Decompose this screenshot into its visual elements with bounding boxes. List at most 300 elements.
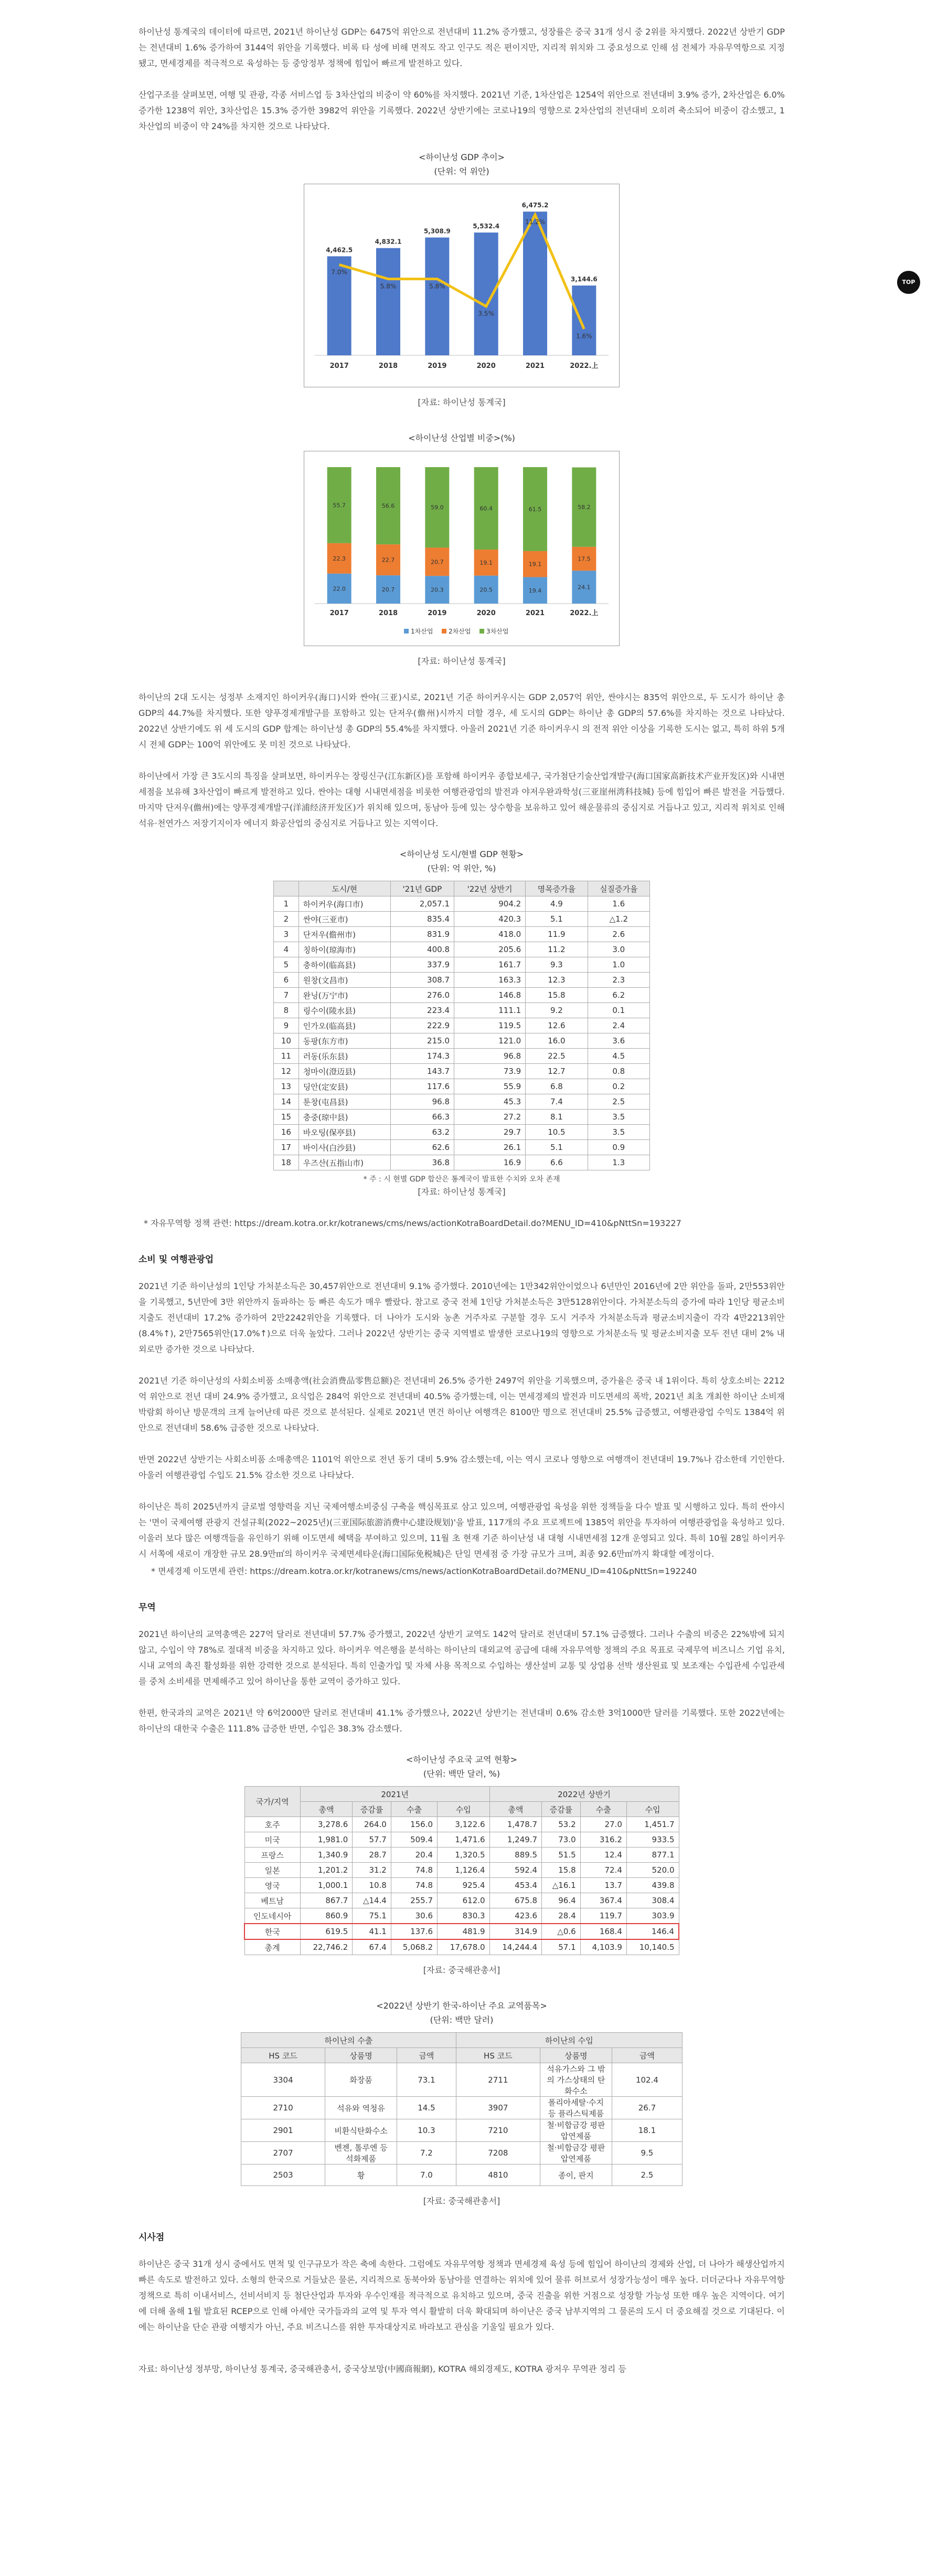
table-cell: 509.4 xyxy=(391,1832,437,1847)
korea-trade-figure xyxy=(138,1999,785,2207)
table-cell: 14 xyxy=(274,1094,299,1110)
table-cell: 10.5 xyxy=(526,1125,588,1140)
table-cell: 933.5 xyxy=(626,1832,679,1847)
table-cell: 2707 xyxy=(241,2142,325,2165)
paragraph: 반면 2022년 상반기는 사회소비품 소매총액은 1101억 위안으로 전년 동기 대비 5.9% 감소했는데, 이는 역시 코로나 영향으로 여행객이 전년대비 19.7%나 감소한데 기인한다. 아울러 여행관광업 수입도 21.5% 감소한 것으로 나타났다. xyxy=(138,1454,785,1480)
table-cell: 2.5 xyxy=(588,1094,649,1110)
table-cell: 10.8 xyxy=(353,1878,391,1893)
table-cell: 석유와 역청유 xyxy=(325,2097,397,2119)
table-cell: 14,244.4 xyxy=(489,1939,542,1955)
table-cell: 303.9 xyxy=(626,1908,679,1924)
table-cell: 27.2 xyxy=(454,1110,526,1125)
city-gdp-figure xyxy=(138,847,785,1197)
table-row xyxy=(274,988,650,1003)
table-cell: 276.0 xyxy=(390,988,454,1003)
table-cell: 163.3 xyxy=(454,973,526,988)
table-row xyxy=(244,1878,679,1893)
table-cell: 철·비합금강 평판압연제품 xyxy=(540,2119,612,2142)
table-cell: 12.4 xyxy=(580,1847,626,1863)
table-cell: 1,249.7 xyxy=(489,1832,542,1847)
paragraph: 하이난성 통계국의 데이터에 따르면, 2021년 하이난성 GDP는 6475억 위안으로 전년대비 11.2% 증가했고, 성장률은 중국 31개 성시 중 2위를 차지했다. 2022년 상반기 GDP는 전년대비 1.6% 증가하여 3144억 위안을 기록했다. 비록 타 성에 비해 면적도 작고 인구도 적은 편이지만, 지리적 위치와 그 중요성으로 인해 섬 전체가 자유무역항으로 지정됐고, 면세경제를 적극적으로 육성하는 등 중앙정부 정책에 힘입어 빠르게 발전하고 있다. xyxy=(138,27,785,68)
scroll-top-button[interactable]: TOP xyxy=(897,271,920,294)
table-cell: 철·비합금강 평판압연제품 xyxy=(540,2142,612,2165)
city-gdp-table xyxy=(273,881,650,1170)
segment-value-label: 22.3 xyxy=(333,555,346,562)
table-cell: 308.4 xyxy=(626,1893,679,1908)
table-row xyxy=(241,2063,683,2097)
segment-value-label: 24.1 xyxy=(578,584,591,591)
table-row xyxy=(274,896,650,912)
table-cell: 12 xyxy=(274,1064,299,1079)
table-cell: 29.7 xyxy=(454,1125,526,1140)
segment-value-label: 58.2 xyxy=(578,504,591,511)
table-cell: 4 xyxy=(274,942,299,957)
trade-table xyxy=(244,1786,679,1955)
industry-chart-title: <하이난성 산업별 비중>(%) xyxy=(408,433,515,443)
table-cell: 청마이(澄迈县) xyxy=(299,1064,390,1079)
growth-label: 5.8% xyxy=(380,282,397,290)
table-cell: 22.5 xyxy=(526,1049,588,1064)
table-row xyxy=(244,1817,679,1832)
table-cell: 16.0 xyxy=(526,1033,588,1049)
table-cell: 675.8 xyxy=(489,1893,542,1908)
gdp-chart xyxy=(304,184,620,387)
table-cell: 62.6 xyxy=(390,1140,454,1155)
city-table-header: '22년 상반기 xyxy=(454,881,526,896)
table-row xyxy=(241,2119,683,2142)
table-cell: 73.0 xyxy=(542,1832,581,1847)
table-cell: 3,278.6 xyxy=(300,1817,353,1832)
article-body xyxy=(138,21,785,2393)
segment-value-label: 56.6 xyxy=(381,502,395,510)
table-cell: 143.7 xyxy=(390,1064,454,1079)
table-cell: 10,140.5 xyxy=(626,1939,679,1955)
table-cell: 3907 xyxy=(456,2097,540,2119)
table-cell: 28.7 xyxy=(353,1847,391,1863)
table-cell: 16 xyxy=(274,1125,299,1140)
table-cell: 7.0 xyxy=(397,2165,456,2186)
table-cell: 1,000.1 xyxy=(300,1878,353,1893)
city-table-header: '21년 GDP xyxy=(390,881,454,896)
table-cell: 592.4 xyxy=(489,1863,542,1878)
section-heading-trade: 무역 xyxy=(138,1602,156,1613)
korea-table-header: 금액 xyxy=(612,2048,682,2063)
x-tick-label: 2020 xyxy=(476,609,496,617)
korea-table-header: 상품명 xyxy=(325,2048,397,2063)
dutyfree-link[interactable]: * 면세경제 이도면세 관련: https://dream.kotra.or.kr/kotranews/cms/news/actionKotraBoardDetail.do?MENU_ID=410&pNttSn=192240 xyxy=(151,1566,697,1576)
table-cell: △16.1 xyxy=(542,1878,581,1893)
table-cell: 15.8 xyxy=(542,1863,581,1878)
col-export: 수출 xyxy=(391,1802,437,1817)
table-row xyxy=(241,2097,683,2119)
segment-value-label: 22.0 xyxy=(333,585,346,593)
table-cell: 딩안(定安县) xyxy=(299,1079,390,1094)
table-cell: 2711 xyxy=(456,2063,540,2097)
table-row xyxy=(274,1049,650,1064)
col-import: 수입 xyxy=(438,1802,490,1817)
table-row xyxy=(244,1893,679,1908)
col-total: 총액 xyxy=(300,1802,353,1817)
table-row xyxy=(274,912,650,927)
table-cell: 9.2 xyxy=(526,1003,588,1018)
table-cell: 119.7 xyxy=(580,1908,626,1924)
table-cell: 439.8 xyxy=(626,1878,679,1893)
table-cell: 222.9 xyxy=(390,1018,454,1033)
table-cell: 51.5 xyxy=(542,1847,581,1863)
table-cell: 3.6 xyxy=(588,1033,649,1049)
table-cell: 481.9 xyxy=(438,1924,490,1939)
table-cell: 2.3 xyxy=(588,973,649,988)
table-cell: 8.1 xyxy=(526,1110,588,1125)
table-cell: 7.2 xyxy=(397,2142,456,2165)
table-cell: 74.8 xyxy=(391,1878,437,1893)
table-row xyxy=(274,927,650,942)
x-tick-label: 2022.上 xyxy=(570,609,599,617)
table-cell: 14.5 xyxy=(397,2097,456,2119)
table-cell: 4.5 xyxy=(588,1049,649,1064)
table-cell: 146.8 xyxy=(454,988,526,1003)
table-cell: 2901 xyxy=(241,2119,325,2142)
korea-table-header: 금액 xyxy=(397,2048,456,2063)
col-import: 수입 xyxy=(626,1802,679,1817)
table-cell: 255.7 xyxy=(391,1893,437,1908)
trade-table-title: <하이난성 주요국 교역 현황> xyxy=(406,1755,518,1765)
table-cell: 싼야(三亚市) xyxy=(299,912,390,927)
korea-table-unit: (단위: 백만 달러) xyxy=(430,2015,494,2025)
table-cell: 5.1 xyxy=(526,1140,588,1155)
table-cell: 1,320.5 xyxy=(438,1847,490,1863)
table-cell: 원창(文昌市) xyxy=(299,973,390,988)
legend-label: 3차산업 xyxy=(486,628,509,635)
table-cell: 1.0 xyxy=(588,957,649,973)
growth-label: 11.2% xyxy=(525,218,546,226)
segment-value-label: 19.4 xyxy=(528,587,542,594)
gdp-value-label: 6,475.2 xyxy=(521,202,549,209)
table-cell: 우즈산(五指山市) xyxy=(299,1155,390,1170)
table-cell: 57.7 xyxy=(353,1832,391,1847)
table-cell: 화장품 xyxy=(325,2063,397,2097)
table-row xyxy=(274,942,650,957)
trade-table-unit: (단위: 백만 달러, %) xyxy=(423,1769,500,1779)
table-cell: 215.0 xyxy=(390,1033,454,1049)
gdp-chart-unit: (단위: 억 위안) xyxy=(434,166,489,176)
gdp-bar xyxy=(474,233,498,355)
x-tick-label: 2017 xyxy=(329,362,349,370)
table-cell: 74.8 xyxy=(391,1863,437,1878)
table-cell: 612.0 xyxy=(438,1893,490,1908)
legend-label: 1차산업 xyxy=(411,628,433,635)
table-cell: 완닝(万宁市) xyxy=(299,988,390,1003)
table-cell: 충하이(临高县) xyxy=(299,957,390,973)
table-cell: 2503 xyxy=(241,2165,325,2186)
gdp-value-label: 5,532.4 xyxy=(473,223,500,230)
table-cell: 66.3 xyxy=(390,1110,454,1125)
x-tick-label: 2019 xyxy=(428,609,447,617)
table-row xyxy=(241,2142,683,2165)
city-table-note: * 주 : 시 현별 GDP 합산은 통계국이 발표한 수치와 오차 존재 xyxy=(363,1175,560,1184)
table-cell: 17,678.0 xyxy=(438,1939,490,1955)
legend-label: 2차산업 xyxy=(449,628,471,635)
col-growth: 증감률 xyxy=(353,1802,391,1817)
table-cell: 6.2 xyxy=(588,988,649,1003)
table-cell: 161.7 xyxy=(454,957,526,973)
gdp-value-label: 3,144.6 xyxy=(570,276,598,283)
table-cell: 2 xyxy=(274,912,299,927)
table-cell: 2,057.1 xyxy=(390,896,454,912)
table-row xyxy=(274,1125,650,1140)
segment-value-label: 17.5 xyxy=(578,555,591,563)
table-cell: 호주 xyxy=(244,1817,300,1832)
table-cell: 316.2 xyxy=(580,1832,626,1847)
table-cell: 7208 xyxy=(456,2142,540,2165)
table-cell: 831.9 xyxy=(390,927,454,942)
table-cell: △1.2 xyxy=(588,912,649,927)
table-row xyxy=(274,957,650,973)
segment-value-label: 22.7 xyxy=(381,556,395,564)
table-row xyxy=(274,1155,650,1170)
table-cell: 418.0 xyxy=(454,927,526,942)
table-row xyxy=(244,1863,679,1878)
table-cell: 5 xyxy=(274,957,299,973)
table-cell: 종이, 판지 xyxy=(540,2165,612,2186)
gdp-bar xyxy=(572,286,596,355)
section-heading-consumption: 소비 및 여행관광업 xyxy=(138,1254,214,1265)
table-cell: 619.5 xyxy=(300,1924,353,1939)
korea-table-title: <2022년 상반기 한국-하이난 주요 교역품목> xyxy=(376,2001,547,2011)
table-cell: 67.4 xyxy=(353,1939,391,1955)
paragraph: 하이난의 2대 도시는 성정부 소재지인 하이커우(海口)시와 싼야(三亚)시로, 2021년 기준 하이커우시는 GDP 2,057억 위안, 싼야시는 835억 위안으로, 두 도시가 하이난 총 GDP의 44.7%를 차지했다. 또한 양푸경제개발구를 포함하고 있는 단저우(儋州)시까지 더할 경우, 세 도시의 GDP는 하이난 총 GDP의 57.6%를 차지하는 것으로 나타났다. 2022년 상반기에도 위 세 도시의 GDP 합계는 하이난성 총 GDP의 55.4%를 차지했다. 아울러 2021년 기준 하이커우시 의 전적 위안 이상을 기록한 도시는 없고, 특히 하위 5개 시 전체 GDP는 100억 위안에도 못 미친 것으로 나타났다. xyxy=(138,692,785,749)
gdp-value-label: 4,462.5 xyxy=(326,246,353,254)
x-tick-label: 2019 xyxy=(428,362,447,370)
table-cell: 11.9 xyxy=(526,927,588,942)
table-cell: 바이사(白沙县) xyxy=(299,1140,390,1155)
table-cell: 20.4 xyxy=(391,1847,437,1863)
table-cell: 러동(乐东县) xyxy=(299,1049,390,1064)
table-cell: 5.1 xyxy=(526,912,588,927)
table-cell: 111.1 xyxy=(454,1003,526,1018)
city-table-unit: (단위: 억 위안, %) xyxy=(427,863,496,873)
city-table-header xyxy=(274,881,299,896)
table-cell: 7 xyxy=(274,988,299,1003)
table-cell: 75.1 xyxy=(353,1908,391,1924)
trade-figure xyxy=(138,1752,785,1976)
table-cell: 889.5 xyxy=(489,1847,542,1863)
table-row xyxy=(274,1079,650,1094)
col-export: 수출 xyxy=(580,1802,626,1817)
segment-value-label: 20.5 xyxy=(479,586,493,594)
table-cell: 단저우(儋州市) xyxy=(299,927,390,942)
table-cell: 835.4 xyxy=(390,912,454,927)
legend-swatch xyxy=(479,629,484,634)
table-cell: 6.6 xyxy=(526,1155,588,1170)
table-row xyxy=(244,1908,679,1924)
industry-chart-source: [자료: 하이난성 통계국] xyxy=(418,656,506,666)
x-tick-label: 2018 xyxy=(378,609,398,617)
table-cell: 석유가스와 그 밖의 가스상태의 탄화수소 xyxy=(540,2063,612,2097)
table-cell: 2.5 xyxy=(612,2165,682,2186)
table-cell: 2710 xyxy=(241,2097,325,2119)
table-row xyxy=(274,1018,650,1033)
table-cell: 367.4 xyxy=(580,1893,626,1908)
table-cell: 폴리아세탈·수지 등 플라스틱제품 xyxy=(540,2097,612,2119)
col-country: 국가/지역 xyxy=(244,1787,300,1817)
table-cell: 13.7 xyxy=(580,1878,626,1893)
x-tick-label: 2017 xyxy=(329,609,349,617)
table-cell: 121.0 xyxy=(454,1033,526,1049)
table-cell: 1 xyxy=(274,896,299,912)
gdp-figure xyxy=(138,150,785,408)
table-cell: 30.6 xyxy=(391,1908,437,1924)
korea-trade-table xyxy=(241,2032,683,2186)
table-cell: 2.6 xyxy=(588,927,649,942)
table-cell: 3 xyxy=(274,927,299,942)
table-cell: 15.8 xyxy=(526,988,588,1003)
table-cell: 7.4 xyxy=(526,1094,588,1110)
table-cell: 4810 xyxy=(456,2165,540,2186)
table-cell: 26.7 xyxy=(612,2097,682,2119)
table-cell: 26.1 xyxy=(454,1140,526,1155)
table-cell: △0.6 xyxy=(542,1924,581,1939)
table-row xyxy=(244,1847,679,1863)
policy-link[interactable]: * 자유무역항 정책 관련: https://dream.kotra.or.kr/kotranews/cms/news/actionKotraBoardDetail.do?MENU_ID=410&pNttSn=193227 xyxy=(144,1218,681,1228)
table-cell: 117.6 xyxy=(390,1079,454,1094)
city-table-header: 명목증가율 xyxy=(526,881,588,896)
table-cell: 11.2 xyxy=(526,942,588,957)
trade-table-source: [자료: 중국해관총서] xyxy=(423,1965,500,1975)
table-row xyxy=(241,2165,683,2186)
table-cell: 9 xyxy=(274,1018,299,1033)
table-cell: 96.8 xyxy=(454,1049,526,1064)
paragraph: 산업구조를 살펴보면, 여행 및 관광, 각종 서비스업 등 3차산업의 비중이 약 60%를 차지했다. 2021년 기준, 1차산업은 1254억 위안으로 전년대비 3.9% 증가, 2차산업은 6.0% 증가한 1238억 위안, 3차산업은 15.3% 증가한 3982억 위안을 기록했다. 2022년 상반기에는 코로나19의 영향으로 2차산업의 전년대비 오히려 축소되어 비중이 감소했고, 1차산업의 비중이 약 24%를 차지한 것으로 나타났다. xyxy=(138,90,785,131)
table-cell: 18 xyxy=(274,1155,299,1170)
table-cell: 168.4 xyxy=(580,1924,626,1939)
table-cell: 308.7 xyxy=(390,973,454,988)
table-cell: 8 xyxy=(274,1003,299,1018)
col-2022h1: 2022년 상반기 xyxy=(489,1787,679,1802)
table-cell: 1,126.4 xyxy=(438,1863,490,1878)
table-cell: 27.0 xyxy=(580,1817,626,1832)
korea-table-header: HS 코드 xyxy=(456,2048,540,2063)
col-total: 총액 xyxy=(489,1802,542,1817)
gdp-bar xyxy=(376,248,400,355)
table-cell: 2.4 xyxy=(588,1018,649,1033)
korea-table-source: [자료: 중국해관총서] xyxy=(423,2196,500,2206)
segment-value-label: 60.4 xyxy=(479,505,493,512)
table-cell: 12.7 xyxy=(526,1064,588,1079)
table-cell: 22,746.2 xyxy=(300,1939,353,1955)
table-cell: 420.3 xyxy=(454,912,526,927)
paragraph: 하이난은 특히 2025년까지 글로벌 영향력을 지닌 국제여행소비중심 구축을 핵심목표로 삼고 있으며, 여행관광업 육성을 위한 정책들을 다수 발표 및 시행하고 있다. 특히 싼야시는 '면이 국제여행 관광지 건설규획(2022~2025년)(三亚国际旅游消费中心建设规划)'을 발표, 117개의 주요 프로젝트에 1385억 위안을 투자하여 여행관광업을 육성하고 있다. 이울러 보다 많은 여행객들을 유인하기 위해 이도면세 혜택을 부여하고 있으며, 11월 초 현재 기준 하이난성 내 대형 시내면세점 12개 운영되고 있다. 특히 10월 28일 하이커우시 서쪽에 새로이 개장한 규모 28.9만㎡의 하이커우 국제면세타운(海口国际免税城)은 단일 면세점 중 가장 규모가 크며, 최종 92.6만㎡까지 확대할 예정이다. xyxy=(138,1502,785,1559)
table-cell: 53.2 xyxy=(542,1817,581,1832)
table-cell: 36.8 xyxy=(390,1155,454,1170)
table-cell: 16.9 xyxy=(454,1155,526,1170)
table-cell: 하이커우(海口市) xyxy=(299,896,390,912)
table-cell: 96.4 xyxy=(542,1893,581,1908)
table-cell: 57.1 xyxy=(542,1939,581,1955)
table-cell: 일본 xyxy=(244,1863,300,1878)
table-cell: 96.8 xyxy=(390,1094,454,1110)
growth-label: 5.8% xyxy=(429,282,445,290)
table-cell: 264.0 xyxy=(353,1817,391,1832)
growth-label: 7.0% xyxy=(331,268,347,276)
table-cell: 12.6 xyxy=(526,1018,588,1033)
table-cell: 925.4 xyxy=(438,1878,490,1893)
table-cell: 1.3 xyxy=(588,1155,649,1170)
table-cell: 9.3 xyxy=(526,957,588,973)
table-cell: 520.0 xyxy=(626,1863,679,1878)
table-cell: 63.2 xyxy=(390,1125,454,1140)
table-cell: 13 xyxy=(274,1079,299,1094)
col-hainan-export: 하이난의 수출 xyxy=(241,2033,456,2048)
segment-value-label: 20.3 xyxy=(431,586,444,594)
table-cell: 73.9 xyxy=(454,1064,526,1079)
table-cell: 11 xyxy=(274,1049,299,1064)
paragraph: 하이난에서 가장 큰 3도시의 특징을 살펴보면, 하이커우는 장링신구(江东新区)를 포함해 하이커우 종합보세구, 국가첨단기술산업개발구(海口国家高新技术产业开发区)와 시내면세점을 보유해 3차산업이 빠르게 발전하고 있다. 싼야는 대형 시내면세점을 비롯한 여행관광업의 발전과 야저우완과학성(三亚崖州湾科技城) 등에 힘입어 빠른 발전을 거듭했다. 마지막 단저우(儋州)에는 양푸경제개발구(洋浦经济开发区)가 위치해 있으며, 동남아 등에 있는 상수항을 보유하고 있어 해운물류의 중심지로 거듭나고 있고, 지리적 위치로 인해 석유·천연가스 저장기지이자 에너지 화공산업의 중심지로 거듭나고 있는 지역이다. xyxy=(138,771,785,828)
table-cell: 3304 xyxy=(241,2063,325,2097)
gdp-bar xyxy=(425,238,449,355)
paragraph: 2021년 기준 하이난성의 사회소비품 소매총액(社会消费品零售总额)은 전년대비 26.5% 증가한 2497억 위안을 기록했으며, 증가율은 중국 내 1위이다. 특히 상호소비는 2212억 위안으로 전년 대비 24.9% 증가했고, 요식업은 284억 위안으로 전년대비 40.5% 증가했는데, 이는 면세경제의 발전과 미도면세의 폭박, 2021년 최초 개최한 하이난 소비재박람회 하이난 방문객의 크게 늘어난데 따른 것으로 분석된다. 실제로 2021년 면건 하이난 여행객은 8100만 명으로 전년대비 25.5% 급증했고, 여행관광업 수익도 1384억 위안으로 전년대비 58.6% 급증한 것으로 나타났다. xyxy=(138,1376,785,1433)
table-cell: 904.2 xyxy=(454,896,526,912)
table-row xyxy=(274,1033,650,1049)
growth-label: 3.5% xyxy=(478,310,494,318)
table-cell: 1.6 xyxy=(588,896,649,912)
table-cell: 링수이(陵水县) xyxy=(299,1003,390,1018)
x-tick-label: 2021 xyxy=(525,362,545,370)
table-cell: 3.5 xyxy=(588,1125,649,1140)
table-cell: 1,340.9 xyxy=(300,1847,353,1863)
table-cell: 453.4 xyxy=(489,1878,542,1893)
col-2021: 2021년 xyxy=(300,1787,489,1802)
table-cell: 337.9 xyxy=(390,957,454,973)
table-cell: 0.8 xyxy=(588,1064,649,1079)
table-cell: 1,478.7 xyxy=(489,1817,542,1832)
table-row xyxy=(244,1832,679,1847)
table-cell: 400.8 xyxy=(390,942,454,957)
table-cell: 146.4 xyxy=(626,1924,679,1939)
table-row xyxy=(274,1110,650,1125)
sources-footer: 자료: 하이난성 정부망, 하이난성 통계국, 중국해관총서, 중국상보망(中國商報網), KOTRA 해외경제도, KOTRA 광저우 무역관 정리 등 xyxy=(138,2364,626,2374)
table-row xyxy=(274,1064,650,1079)
segment-value-label: 55.7 xyxy=(333,502,346,509)
table-cell: 0.1 xyxy=(588,1003,649,1018)
table-cell: 18.1 xyxy=(612,2119,682,2142)
table-cell: 칭하이(琼海市) xyxy=(299,942,390,957)
table-cell: 3.0 xyxy=(588,942,649,957)
growth-line xyxy=(339,215,584,329)
table-cell: 205.6 xyxy=(454,942,526,957)
table-cell: 4,103.9 xyxy=(580,1939,626,1955)
section-heading-implications: 시사점 xyxy=(138,2232,165,2243)
table-cell: 한국 xyxy=(244,1924,300,1939)
table-cell: 55.9 xyxy=(454,1079,526,1094)
gdp-chart-title: <하이난성 GDP 추이> xyxy=(418,152,505,162)
table-cell: 830.3 xyxy=(438,1908,490,1924)
table-cell: 1,981.0 xyxy=(300,1832,353,1847)
table-cell: 황 xyxy=(325,2165,397,2186)
table-cell: 877.1 xyxy=(626,1847,679,1863)
segment-value-label: 20.7 xyxy=(431,558,444,566)
table-row xyxy=(274,1140,650,1155)
table-row xyxy=(274,1094,650,1110)
table-cell: 10 xyxy=(274,1033,299,1049)
table-cell: 867.7 xyxy=(300,1893,353,1908)
table-cell: 총계 xyxy=(244,1939,300,1955)
table-cell: 12.3 xyxy=(526,973,588,988)
table-cell: 119.5 xyxy=(454,1018,526,1033)
x-tick-label: 2022.上 xyxy=(570,362,599,370)
table-cell: 4.9 xyxy=(526,896,588,912)
table-cell: 10.3 xyxy=(397,2119,456,2142)
